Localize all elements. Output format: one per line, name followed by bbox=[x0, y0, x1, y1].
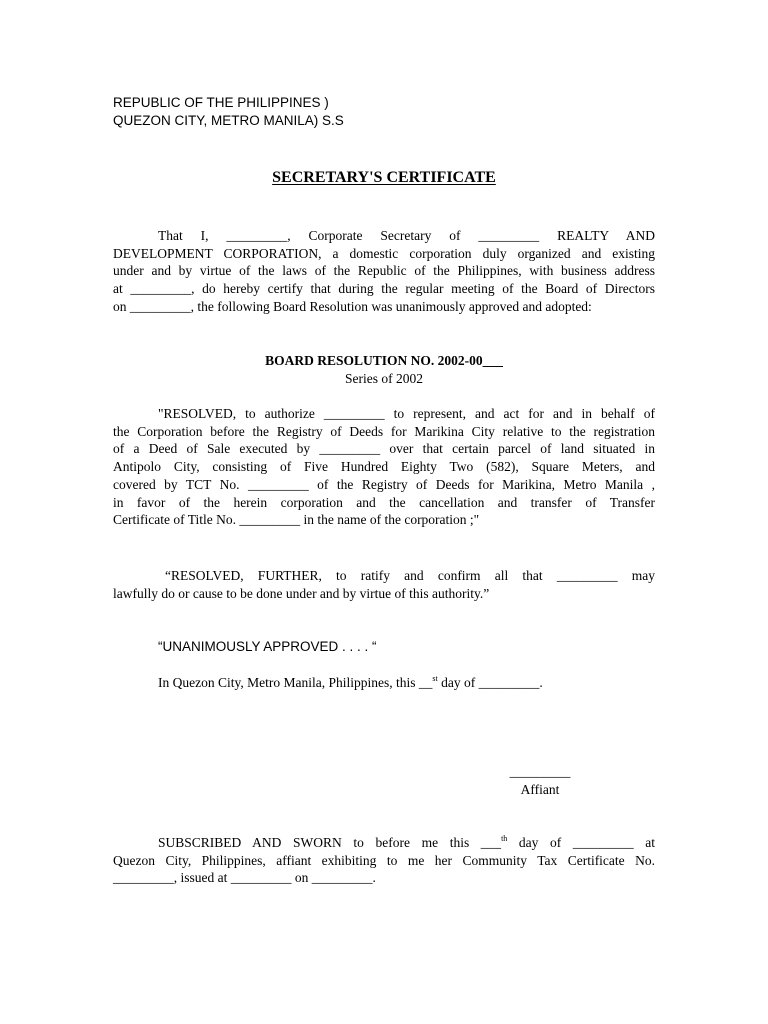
text-line: Certificate of Title No. _________ in the name of the corporation ;" bbox=[113, 512, 480, 528]
text-line: "RESOLVED, to authorize _________ to represent, and act for and in behalf of bbox=[158, 406, 655, 421]
text-line: in favor of the herein corporation and the cancellation and transfer of Transfer bbox=[113, 494, 655, 510]
text-line: covered by TCT No. _________ of the Registry of Deeds for Marikina, Metro Manila , bbox=[113, 476, 655, 492]
jurat-paragraph bbox=[113, 834, 655, 887]
text-line: That I, _________, Corporate Secretary of _________ REALTY AND bbox=[158, 228, 655, 243]
text-line: on _________, the following Board Resolution was unanimously approved and adopted: bbox=[113, 298, 592, 314]
text-line: Antipolo City, consisting of Five Hundred Eighty Two (582), Square Meters, and bbox=[113, 459, 655, 475]
text-line: under and by virtue of the laws of the Republic of the Philippines, with business address bbox=[113, 263, 655, 279]
text-line: SUBSCRIBED AND SWORN to before me this ___$^{th}$ day of _________ at bbox=[158, 834, 655, 850]
text-line: Quezon City, Philippines, affiant exhibiting to me her Community Tax Certificate No. bbox=[113, 852, 655, 868]
text-line: at _________, do hereby certify that during the regular meeting of the Board of Directors bbox=[113, 281, 655, 297]
intro-paragraph bbox=[113, 227, 655, 316]
signature-block bbox=[500, 763, 580, 798]
resolution-heading bbox=[113, 352, 655, 387]
text-line: “RESOLVED, FURTHER, to ratify and confirm all that _________ may bbox=[165, 568, 655, 583]
jurat-ordinal: th bbox=[501, 834, 508, 843]
place-date-line bbox=[158, 674, 543, 692]
text-line: lawfully do or cause to be done under and by virtue of this authority.” bbox=[113, 585, 490, 601]
place-date-suffix: day of _________. bbox=[437, 675, 543, 690]
resolved-paragraph bbox=[113, 405, 655, 529]
signature-label: Affiant bbox=[520, 781, 560, 797]
text-line: DEVELOPMENT CORPORATION, a domestic corporation duly organized and existing bbox=[113, 245, 655, 261]
text-line: the Corporation before the Registry of Deeds for Marikina City relative to the registration bbox=[113, 423, 655, 439]
text-line: _________, issued at _________ on _________. bbox=[113, 870, 376, 886]
place-date-prefix: In Quezon City, Metro Manila, Philippines, this __ bbox=[158, 675, 433, 690]
resolved-text bbox=[113, 405, 655, 529]
text-line: of a Deed of Sale executed by _________ over that certain parcel of land situated in bbox=[113, 441, 655, 457]
intro-text bbox=[113, 227, 655, 316]
resolved-further-paragraph bbox=[113, 567, 655, 602]
resolution-number: BOARD RESOLUTION NO. 2002-00___ bbox=[265, 353, 503, 368]
document-title: SECRETARY'S CERTIFICATE bbox=[272, 169, 496, 186]
place-date-ordinal: st bbox=[432, 674, 438, 683]
jurat-text bbox=[113, 834, 655, 887]
venue-header bbox=[113, 94, 344, 129]
resolution-series: Series of 2002 bbox=[345, 370, 423, 386]
signature-blank: _________ bbox=[509, 764, 571, 779]
venue-line-country: REPUBLIC OF THE PHILIPPINES ) bbox=[113, 95, 329, 110]
unanimously-approved: “UNANIMOUSLY APPROVED . . . . “ bbox=[158, 639, 377, 654]
resolved-further-text bbox=[113, 567, 655, 602]
venue-line-city: QUEZON CITY, METRO MANILA) S.S bbox=[113, 112, 344, 128]
